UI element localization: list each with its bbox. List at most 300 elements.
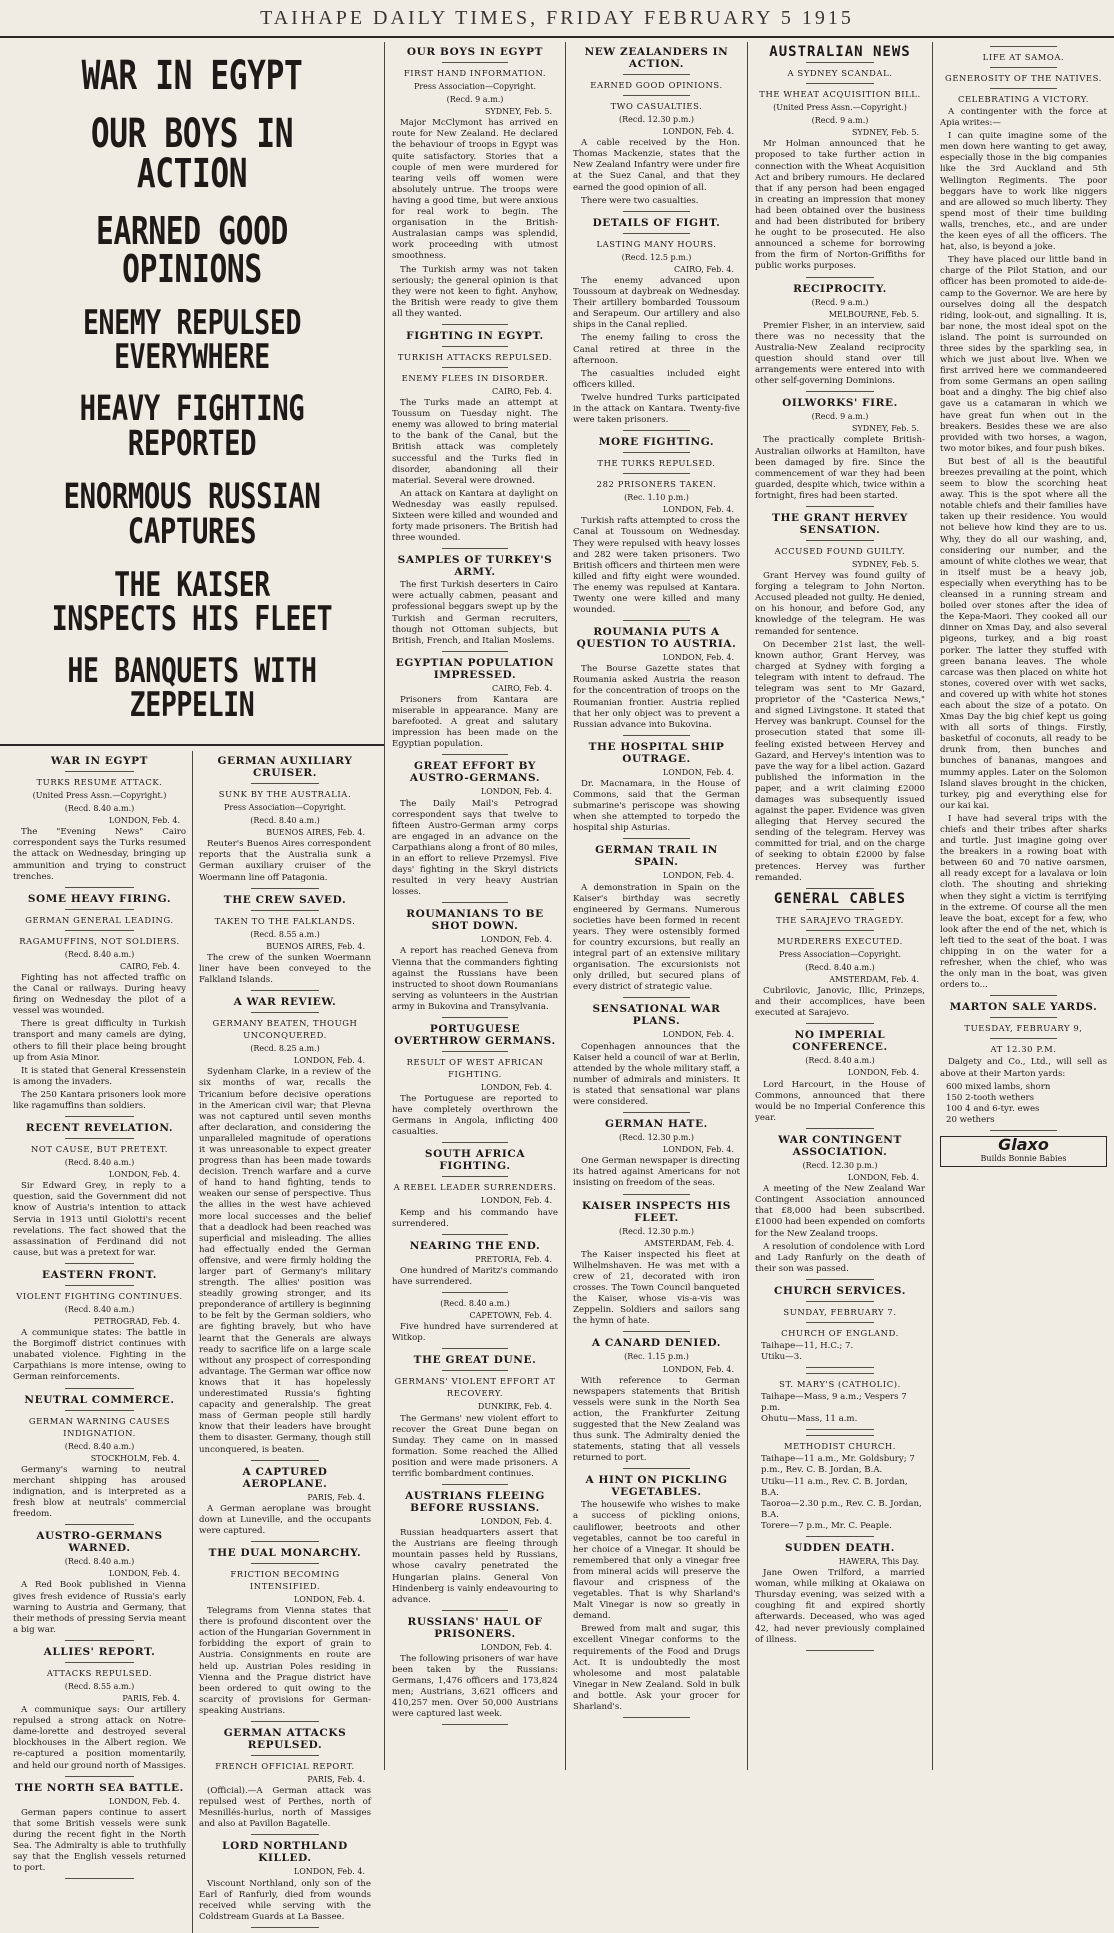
article-paragraph: Copenhagen announces that the Kaiser held a council of war at Berlin, attended by the whole military staff, a number of admirals and ministers. It is stated that sensational war plans were considered.	[573, 1041, 740, 1107]
divider-rule	[806, 909, 874, 910]
article	[755, 512, 925, 889]
list-line: Taihape—Mass, 9 a.m.; Vespers 7 p.m.	[761, 1392, 907, 1414]
lede-headline: THE KAISER INSPECTS HIS FLEET	[51, 565, 333, 639]
article	[13, 1269, 186, 1389]
article-subhead: ATTACKS REPULSED.	[46, 1667, 153, 1678]
article-paragraph: Dr. Macnamara, in the House of Commons, said that the German submarine's periscope was showing when she attempted to torpedo the hospital ship Asturias.	[573, 778, 740, 834]
article	[13, 1122, 186, 1264]
divider-rule	[442, 1142, 508, 1143]
divider-rule	[623, 1194, 690, 1195]
article-paragraph: (Official).—A German attack was repulsed west of Perthes, north of Mesnillés-hurlus, north of Massiges and also at Pavillon Bagatelle.	[199, 1786, 371, 1830]
article-paragraph: The housewife who wishes to make a success of pickling onions, cauliflower, beetroots and other vegetables, cannot be too careful in her choice of a Vinegar. It should be remembered that only a vinegar free from mineral acids will preserve the flavour and crispness of the vegetables. That is why Sharland's Malt Vinegar is now so greatly in demand.	[573, 1500, 740, 1622]
divider-rule	[623, 211, 690, 212]
received-time: (Recd. 8.40 a.m.)	[64, 1557, 135, 1567]
divider-rule	[806, 1429, 874, 1430]
article-headline: AUSTRIANS FLEEING BEFORE RUSSIANS.	[405, 1490, 545, 1515]
article-paragraph: Premier Fisher, in an interview, said there was no necessity that the Australia-New Zealand reciprocity question should stand over till arrangements were entered into with other self-governing Dominions.	[755, 320, 925, 387]
article-headline: SOUTH AFRICA FIGHTING.	[424, 1148, 526, 1173]
article-paragraph: The Turks made an attempt at Toussum on Tuesday night. The enemy was allowed to bring material to the bank of the Canal, but the British attack was completely successful and the Turks fled in disorder, abandoning all their material. Several were drowned.	[392, 398, 558, 486]
received-time: (Recd. 8.55 a.m.)	[64, 1681, 135, 1691]
list-line: 100 4 and 6-tyr. ewes	[946, 1103, 1040, 1114]
received-time: (Recd. 12.30 p.m.)	[619, 1226, 694, 1236]
divider-rule	[806, 277, 874, 278]
divider-rule	[65, 1285, 134, 1286]
article-headline: RECIPROCITY.	[793, 282, 887, 295]
received-time: (Recd. 12.30 p.m.)	[802, 1160, 878, 1170]
divider-rule	[806, 1301, 874, 1302]
received-time: (Recd. 8.40 a.m.)	[805, 1056, 875, 1066]
article-paragraph: Twelve hundred Turks participated in the attack on Kantara. Twenty-five were taken prisoners.	[573, 392, 740, 426]
article-subhead: ST. MARY'S (CATHOLIC).	[779, 1379, 901, 1390]
dateline-place: LONDON, Feb. 4.	[847, 1068, 919, 1078]
dateline-place: SYDNEY, Feb. 5.	[851, 128, 919, 138]
dateline-place: CAIRO, Feb. 4.	[492, 386, 552, 396]
article-headline: ROUMANIANS TO BE SHOT DOWN.	[406, 908, 544, 933]
received-time: (Rec. 1.10 p.m.)	[624, 493, 689, 503]
divider-rule	[251, 910, 320, 911]
article-headline: OILWORKS' FIRE.	[782, 397, 898, 410]
list-line: Torere—7 p.m., Mr. C. Peaple.	[761, 1520, 892, 1531]
lede-headline: ENORMOUS RUSSIAN CAPTURES	[63, 477, 321, 552]
divider-rule	[806, 930, 874, 931]
article-paragraph: German papers continue to assert that some British vessels were sunk during the recent fight in the North Sea. The Admiralty is able to truthfully say that the English vessels returned to port.	[13, 1807, 186, 1874]
article-paragraph: Five hundred have surrendered at Witkop.	[392, 1322, 558, 1344]
article-paragraph: A contingenter with the force at Apia writes:—	[940, 107, 1107, 129]
article-subhead: A SYDNEY SCANDAL.	[787, 68, 893, 79]
received-time: (Recd. 8.40 a.m.)	[64, 1304, 135, 1314]
lede-headline: WAR IN EGYPT	[81, 53, 303, 99]
received-time: (Recd. 8.40 a.m.)	[64, 1158, 135, 1168]
article-headline: SAMPLES OF TURKEY'S ARMY.	[397, 554, 553, 579]
divider-rule	[65, 930, 134, 931]
dateline-place: LONDON, Feb. 4.	[480, 935, 552, 945]
article-headline: MARTON SALE YARDS.	[949, 1001, 1098, 1014]
divider-rule	[442, 1292, 508, 1293]
article-paragraph: A Red Book published in Vienna gives fresh evidence of Russia's early warning to Austria and Germany, that their methods of pressing Servia meant a big war.	[13, 1580, 186, 1635]
article-headline: OUR BOYS IN EGYPT	[406, 46, 544, 58]
divider-rule	[65, 1410, 134, 1411]
article-subhead: GERMAN WARNING CAUSES INDIGNATION.	[28, 1415, 171, 1438]
divider-rule	[251, 990, 320, 991]
article	[392, 1298, 558, 1349]
divider-rule	[990, 1038, 1057, 1039]
list-line: Ohutu—Mass, 11 a.m.	[761, 1414, 858, 1425]
article-paragraph: The Daily Mail's Petrograd correspondent says that twelve to fifteen Austro-German army corps are engaged in an advance on the Carpathians along a front of 80 miles, in an effort to relieve Przemysl. Five days' fighting in the Skryl districts resulted in very heavy Austrian losses.	[392, 798, 558, 898]
divider-rule	[806, 1367, 874, 1368]
article	[392, 657, 558, 756]
article	[755, 1542, 925, 1651]
article-headline: NEUTRAL COMMERCE.	[24, 1393, 175, 1406]
article-subhead: 282 PRISONERS TAKEN.	[596, 479, 717, 490]
article-subhead: LASTING MANY HOURS.	[596, 238, 717, 249]
lede-headline: EARNED GOOD OPINIONS	[95, 209, 289, 291]
divider-rule	[442, 1724, 508, 1725]
article-paragraph: Viscount Northland, only son of the Earl of Ranfurly, died from wounds received while serving with the Coldstream Guards at La Bassee.	[199, 1878, 371, 1922]
article-subhead: TAKEN TO THE FALKLANDS.	[214, 915, 356, 926]
article-headline: NEARING THE END.	[409, 1239, 541, 1252]
divider-rule	[442, 1348, 508, 1349]
article-paragraph: One hundred of Maritz's commando have surrendered.	[392, 1265, 558, 1287]
divider-rule	[806, 1373, 874, 1374]
divider-rule	[623, 620, 690, 621]
article-paragraph: The practically complete British-Australian oilworks at Hamilton, have been damaged by fire. Since the commencement of war they had been guarded, despite which, twice within a fortnight, fires had been started.	[755, 435, 925, 501]
divider-rule	[990, 1017, 1057, 1018]
list-line: 150 2-tooth wethers	[946, 1092, 1035, 1103]
article-paragraph: There is great difficulty in Turkish transport and many camels are dying, others to fill their place being brought up from Asia Minor.	[13, 1019, 186, 1063]
article	[755, 397, 925, 507]
article	[13, 755, 186, 888]
divider-rule	[990, 88, 1057, 89]
article	[573, 741, 740, 840]
article-subhead: TURKS RESUME ATTACK.	[36, 777, 163, 787]
article	[392, 760, 558, 903]
article-headline: DETAILS OF FIGHT.	[592, 216, 721, 229]
article-subhead: THE WHEAT ACQUISITION BILL.	[759, 89, 921, 100]
lede-headline: HEAVY FIGHTING REPORTED	[79, 389, 305, 464]
article-headline: A CANARD DENIED.	[591, 1337, 722, 1350]
article-paragraph: Lord Harcourt, in the House of Commons, announced that there would be no Imperial Conference this year.	[755, 1079, 925, 1123]
article-paragraph: But best of all is the beautiful breezes prevailing at the point, which seem to blow the scorching heat away. This is the spot where all the notable chiefs and their families have taken up their residence. You would not believe how kind they are to us. Why, they do all our washing, and, considering our number, and the amount of white clothes we wear, that in itself must be a heavy job, especially when everything has to be cleansed in a running stream and boiled over stones after the idea of the Kepa-Maori. They cooked all our dinner on Xmas Day, and also several pigeons, turkey, and a big roast porker. The latter they stuffed with green banana leaves. The whole carcase was then placed on white hot stones, covered over with wet sacks, and covered up with white hot stones each about the size of a potato. On Xmas Day the big chief kept us going with all sorts of things. Firstly, basketful of coconuts, all ready to be drunk from, then bunches and bunches of bananas, mangoes and mummy apples. Later on the Solomon Island slaves brought in the chicken, turkey, pig and everything else for our kai kai.	[940, 456, 1107, 811]
article-headline: THE HOSPITAL SHIP OUTRAGE.	[588, 740, 725, 765]
dateline-place: LONDON, Feb. 4.	[662, 1364, 734, 1374]
article-subhead: TUESDAY, FEBRUARY 9,	[964, 1023, 1083, 1034]
dateline-place: DUNKIRK, Feb. 4.	[477, 1402, 552, 1412]
article-headline: THE NORTH SEA BATTLE.	[15, 1781, 184, 1794]
lede-headline: ENEMY REPULSED EVERYWHERE	[82, 303, 302, 377]
dateline-place: CAIRO, Feb. 4.	[120, 961, 180, 971]
article	[755, 283, 925, 393]
dateline-place: STOCKHOLM, Feb. 4.	[90, 1453, 180, 1463]
article	[392, 554, 558, 652]
divider-rule	[623, 997, 690, 998]
received-time: (Recd. 8.40 a.m.)	[64, 949, 135, 959]
masthead: TAIHAPE DAILY TIMES, FRIDAY FEBRUARY 5 1915	[0, 0, 1114, 38]
list-line: 600 mixed lambs, shorn	[946, 1081, 1051, 1092]
article-headline: AUSTRO-GERMANS WARNED.	[36, 1530, 163, 1555]
divider-rule	[623, 735, 690, 736]
divider-rule	[806, 1650, 874, 1651]
article	[199, 755, 371, 889]
divider-rule	[442, 1484, 508, 1485]
divider-rule	[990, 67, 1057, 68]
divider-rule	[442, 1017, 508, 1018]
dateline-place: CAIRO, Feb. 4.	[674, 264, 734, 274]
list-line: Utiku—11 a.m., Rev. C. B. Jordan, B.A.	[761, 1476, 908, 1498]
article	[392, 1490, 558, 1611]
divider-rule	[65, 1662, 134, 1663]
divider-rule	[806, 1023, 874, 1024]
article	[573, 1200, 740, 1333]
article	[392, 908, 558, 1018]
article-subhead: LIFE AT SAMOA.	[982, 52, 1065, 62]
list-line: Utiku—3.	[761, 1351, 802, 1362]
received-time: (Recd. 8.40 a.m.)	[250, 816, 320, 826]
article-paragraph: On December 21st last, the well-known author, Grant Hervey, was charged at Sydney with forging a telegram with intent to defraud. The telegram was sent to Mr Gazard, proprietor of the "Casterica News," and signed Livingstone. It stated that Hervey was bankrupt. Counsel for the prosecution stated that some ill-feeling existed between Hervey and Gazard, and Hervey's intention was to pave the way for a libel action. Gazard published the information in the paper, and a writ claiming £2000 damages was subsequently issued against the paper. Evidence was given alleging that Hervey secured the sending of the telegram. Hervey was committed for trial, and on the charge of seeking to obtain £2000 by false pretences. Hervey was further remanded.	[755, 639, 925, 883]
divider-rule	[806, 62, 874, 63]
article-subhead: FRENCH OFFICIAL REPORT.	[215, 1761, 355, 1771]
divider-rule	[251, 1541, 320, 1542]
column-1b	[192, 751, 377, 1933]
article-subhead: AT 12.30 P.M.	[990, 1044, 1057, 1055]
lede-headline: HE BANQUETS WITH ZEPPELIN	[67, 651, 317, 725]
column-5	[932, 42, 1114, 1770]
divider-rule	[251, 888, 320, 889]
article-paragraph: The crew of the sunken Woermann liner have been conveyed to the Falkland Islands.	[199, 952, 371, 986]
divider-rule	[251, 1721, 320, 1722]
article-headline: SENSATIONAL WAR PLANS.	[592, 1003, 721, 1028]
divider-rule	[251, 1460, 320, 1461]
article-paragraph: The Germans' new violent effort to recover the Great Dune began on Sunday. They came on in massed formation. Some reached the Allied position and were made prisoners. A terrific bombardment continues.	[392, 1413, 558, 1479]
article	[13, 1394, 186, 1526]
article	[755, 1285, 925, 1368]
article-subhead: THE SARAJEVO TRAGEDY.	[776, 914, 904, 925]
article-subhead: TURKISH ATTACKS REPULSED.	[397, 351, 553, 362]
divider-rule	[65, 1640, 134, 1641]
article-headline: THE CREW SAVED.	[223, 893, 347, 906]
divider-rule	[806, 1128, 874, 1129]
article-paragraph: One German newspaper is directing its hatred against Americans for not insisting on freedom of the seas.	[573, 1156, 740, 1189]
article-headline: A CAPTURED AEROPLANE.	[242, 1465, 328, 1490]
article-headline: WAR CONTINGENT ASSOCIATION.	[778, 1133, 902, 1158]
article-paragraph: A demonstration in Spain on the Kaiser's birthday was secretly engineered by Germans. Numerous societies have been formed in recent years. They were ostensibly formed for country excursions, but really an integral part of an extensive military organisation. The excursionists not only drilled, but secured plans of every district of strategic value.	[573, 882, 740, 993]
divider-rule	[806, 888, 874, 889]
article	[755, 1029, 925, 1129]
article-headline: ALLIES' REPORT.	[43, 1645, 156, 1658]
dateline-agency: (United Press Assn.—Copyright.)	[773, 103, 907, 113]
article-subhead: METHODIST CHURCH.	[783, 1441, 897, 1452]
article-subhead: FIRST HAND INFORMATION.	[403, 68, 547, 78]
dateline-place: MELBOURNE, Feb. 5.	[828, 309, 919, 319]
divider-rule	[442, 346, 508, 347]
article-headline: NO IMPERIAL CONFERENCE.	[792, 1029, 888, 1054]
received-time: (Recd. 8.40 a.m.)	[805, 962, 875, 972]
article	[755, 1134, 925, 1280]
divider-rule	[442, 651, 508, 652]
article-headline: WAR IN EGYPT	[50, 755, 149, 767]
divider-rule	[806, 1322, 874, 1323]
dateline-place: LONDON, Feb. 4.	[480, 1642, 552, 1652]
article-paragraph: A meeting of the New Zealand War Contingent Association announced that £8,000 had been subscribed. £1000 had been expended on comforts for the New Zealand troops.	[755, 1184, 925, 1239]
dateline-agency: Press Association—Copyright.	[223, 803, 347, 812]
divider-rule	[65, 887, 134, 888]
article	[755, 1435, 925, 1537]
article-paragraph: I can quite imagine some of the men down here wanting to get away, especially those in the big companies like the 3rd Auckland and 5th Wellington Regiments. The poor beggars have to work like niggers and are allowed so much liberty. They spend most of their time building walls, trenches, etc., and are under the keen eyes of all the officers. The hat, also, is beyond a joke.	[940, 131, 1107, 253]
article	[573, 1118, 740, 1194]
article	[13, 1646, 186, 1777]
article-paragraph: Turkish rafts attempted to cross the Canal at Toussoum on Wednesday. They were repulsed with heavy losses and 282 were taken prisoners. Two British officers and thirteen men were killed and fifty eight were wounded. The enemy was repulsed at Kantara. Twenty one were killed and many wounded.	[573, 516, 740, 616]
article-subhead: ENEMY FLEES IN DISORDER.	[401, 372, 549, 383]
article	[573, 844, 740, 998]
dateline-place: BUENOS AIRES, Feb. 4.	[266, 941, 365, 951]
article-subhead: CHURCH OF ENGLAND.	[781, 1327, 899, 1338]
divider-rule	[442, 1234, 508, 1235]
article	[573, 217, 740, 431]
divider-rule	[442, 62, 508, 63]
divider-rule	[442, 1176, 508, 1177]
article-paragraph: They have placed our little band in charge of the Pilot Station, and our officer has been promoted to aide-de-camp to the Governor. We are here by ourselves doing all the despatch riding, look-out, and signalling. It is, bar none, the most ideal spot on the island. The point is surrounded on three sides by the sparkling sea, in which we just about live. When we first arrived here we commandeered from some Germans an open sailing boat and a dinghy. The big chief also gave us a catamaran in which we have great fun when out in the breakers. Besides these we are also provided with two horses, a wagon, two motor bikes, and four push bikes.	[940, 255, 1107, 454]
dateline-place: PRETORIA, Feb. 4.	[475, 1254, 552, 1264]
dateline-place: PARIS, Feb. 4.	[122, 1693, 180, 1703]
dateline-place: LONDON, Feb. 4.	[108, 1569, 180, 1579]
article	[573, 436, 740, 621]
article-paragraph: The Portuguese are reported to have completely overthrown the Germans in Angola, inflicting 400 casualties.	[392, 1094, 558, 1138]
dateline-agency: Press Association—Copyright.	[778, 949, 902, 959]
article	[392, 46, 558, 325]
divider-rule	[806, 506, 874, 507]
article-paragraph: The enemy failing to cross the Canal retired at three in the afternoon.	[573, 333, 740, 366]
article	[392, 1616, 558, 1726]
article-headline: GERMAN AUXILIARY CRUISER.	[217, 755, 353, 779]
received-time: (Recd. 8.40 a.m.)	[440, 1299, 510, 1309]
article-paragraph: A communique says: Our artillery repulsed a strong attack on Notre-dame-lorette and destroyed several blockhouses in the Albert region. We re-captured a position momentarily, and held our ground north of Massiges.	[13, 1705, 186, 1771]
divider-rule	[65, 1524, 134, 1525]
divider-rule	[251, 1927, 320, 1928]
divider-rule	[251, 1834, 320, 1835]
divider-rule	[623, 452, 690, 453]
divider-rule	[65, 1116, 134, 1117]
divider-rule	[806, 540, 874, 541]
section-heading: GENERAL CABLES	[773, 890, 906, 907]
article-headline: CHURCH SERVICES.	[774, 1284, 906, 1297]
article-paragraph: Telegrams from Vienna states that there is profound discontent over the action of the Hungarian Government in forbidding the export of grain to Austria. Consignments en route are held up. Austrian Poles residing in Vienna and the Prague district have been ordered to quit owing to the scarcity of provisions for German-speaking Austrians.	[199, 1606, 371, 1716]
article	[573, 1003, 740, 1113]
article-paragraph: Brewed from malt and sugar, this excellent Vinegar conforms to the requirements of the Food and Drugs Act. It is undoubtedly the most wholesome and most palatable Vinegar in New Zealand. Sold in bulk and bottle. Ask your grocer for Sharland's.	[573, 1624, 740, 1713]
article-headline: ROUMANIA PUTS A QUESTION TO AUSTRIA.	[576, 626, 737, 651]
dateline-place: SYDNEY, Feb. 5.	[484, 107, 552, 117]
article-subhead: FRICTION BECOMING INTENSIFIED.	[230, 1568, 340, 1591]
divider-rule	[806, 1536, 874, 1537]
divider-rule	[806, 1435, 874, 1436]
article-headline: FIGHTING IN EGYPT.	[406, 329, 544, 342]
article-subhead: GERMANY BEATEN, THOUGH UNCONQUERED.	[212, 1018, 358, 1041]
dateline-place: LONDON, Feb. 4.	[662, 653, 734, 663]
received-time: (Recd. 9 a.m.)	[811, 116, 869, 126]
divider-rule	[442, 754, 508, 755]
divider-rule	[442, 1610, 508, 1611]
received-time: (Recd. 12.30 p.m.)	[619, 115, 694, 124]
dateline-place: LONDON, Feb. 4.	[480, 1517, 552, 1527]
dateline-place: LONDON, Feb. 4.	[480, 1083, 552, 1092]
divider-rule	[990, 1130, 1057, 1131]
article	[573, 1474, 740, 1718]
dateline-place: LONDON, Feb. 4.	[108, 816, 180, 826]
dateline-place: LONDON, Feb. 4.	[662, 871, 734, 881]
article-subhead: NOT CAUSE, BUT PRETEXT.	[30, 1144, 169, 1155]
article-headline: THE DUAL MONARCHY.	[208, 1546, 362, 1559]
article-subhead: RAGAMUFFINS, NOT SOLDIERS.	[19, 935, 180, 946]
divider-rule	[623, 1468, 690, 1469]
divider-rule	[65, 1388, 134, 1389]
dateline-place: LONDON, Feb. 4.	[662, 1030, 734, 1040]
article-headline: SOME HEAVY FIRING.	[27, 892, 172, 905]
divider-rule	[990, 46, 1057, 47]
article-headline: PORTUGUESE OVERTHROW GERMANS.	[394, 1023, 556, 1047]
article-subhead: CELEBRATING A VICTORY.	[957, 94, 1090, 104]
article-paragraph: A communique states: The battle in the Borgimoff district continues with unabated violence. Fighting in the Carpathians is more intense, owing to German reinforcements.	[13, 1328, 186, 1383]
article-paragraph: Cubrilovic, Janovic, Illic, Prinzeps, and their accomplices, have been executed at Sarajevo.	[755, 986, 925, 1019]
dateline-place: CAPETOWN, Feb. 4.	[469, 1311, 552, 1321]
divider-rule	[442, 1051, 508, 1052]
divider-rule	[251, 1012, 320, 1013]
dateline-place: LONDON, Feb. 4.	[293, 1594, 365, 1604]
column-1a	[7, 751, 192, 1933]
dateline-place: SYDNEY, Feb. 5.	[851, 424, 919, 434]
article-headline: LORD NORTHLAND KILLED.	[222, 1840, 348, 1865]
divider-rule	[65, 1138, 134, 1139]
article-subhead: VIOLENT FIGHTING CONTINUES.	[16, 1290, 183, 1301]
list-line: 20 wethers	[946, 1114, 995, 1125]
divider-rule	[623, 430, 690, 431]
article-headline: RECENT REVELATION.	[25, 1122, 174, 1135]
advert-text: Builds Bonnie Babies	[980, 1154, 1067, 1164]
column-3	[565, 42, 747, 1770]
divider-rule	[65, 1263, 134, 1264]
article	[199, 1547, 371, 1722]
section-heading: AUSTRALIAN NEWS	[769, 44, 911, 60]
divider-rule	[623, 74, 690, 75]
dateline-place: LONDON, Feb. 4.	[662, 767, 734, 777]
article-subhead: ACCUSED FOUND GUILTY.	[774, 546, 906, 556]
article-paragraph: The first Turkish deserters in Cairo were actually cabmen, peasant and professional beggars swept up by the Turkish and German recruiters, though not Ottoman subjects, but British, French, and Italian Moslems.	[392, 580, 558, 646]
divider-rule	[623, 1112, 690, 1113]
article-paragraph: The "Evening News" Cairo correspondent says the Turks resumed the attack on Wednesday, bringing up ammunition and trying to construct trenches.	[13, 827, 186, 882]
divider-rule	[806, 1279, 874, 1280]
dateline-agency: Press Association—Copyright.	[413, 82, 537, 91]
article-paragraph: Germany's warning to neutral merchant shipping has aroused indignation, and is interpreted as a fresh blow at neutrals' commercial freedom.	[13, 1464, 186, 1520]
article-subhead: SUNDAY, FEBRUARY 7.	[783, 1306, 897, 1317]
received-time: (Recd. 8.40 a.m.)	[64, 804, 135, 814]
dateline-place: SYDNEY, Feb. 5.	[851, 560, 919, 569]
article-paragraph: Jane Owen Trilford, a married woman, while milking at Okaiawa on Thursday evening, was seized with a coughing fit and expired shortly afterwards. Deceased, who was aged 42, had never previously complained of illness.	[755, 1568, 925, 1645]
received-time: (Rec. 1.15 p.m.)	[624, 1352, 689, 1362]
article-paragraph: A German aeroplane was brought down at Luneville, and the occupants were captured.	[199, 1503, 371, 1536]
dateline-place: HAWERA, This Day.	[838, 1557, 919, 1566]
received-time: (Recd. 8.55 a.m.)	[250, 929, 320, 939]
article	[199, 1466, 371, 1542]
article	[392, 330, 558, 549]
divider-rule	[623, 838, 690, 839]
article-paragraph: Reuter's Buenos Aires correspondent reports that the Australia sunk a German auxiliary cruiser of the Woermann line off Patagonia.	[199, 839, 371, 883]
divider-rule	[442, 548, 508, 549]
article-paragraph: A cable received by the Hon. Thomas Mackenzie, states that the New Zealand Infantry were under fire at the Suez Canal, and that they earned the good opinion of all.	[573, 138, 740, 193]
divider-rule	[806, 83, 874, 84]
article-headline: A WAR REVIEW.	[233, 996, 337, 1009]
article-subhead: GERMANS' VIOLENT EFFORT AT RECOVERY.	[394, 1376, 556, 1399]
divider-rule	[65, 771, 134, 772]
article-paragraph: Sydenham Clarke, in a review of the six months of war, recalls the Tricanium before decisive operations in the American civil war; that Plevna was not captured until seven months after declaration, and considering the unparalleled magnitude of operations it was unreasonable to expect greater progress than has been made towards decision. Trench warfare and a curve of hand to hand fighting, tends to weaken our sense of perspective. Thus the allies in the west have achieved more local successes and the belief that a deadlock had been reached was superficial and misleading. The allies had effectually ended the German offensive, and were firmly holding the larger part of Germany's military strength. The allies' position was steadily growing stronger, and its preponderance of artillery is beginning to be felt by the German soldiers, who are fighting bravely, but who have learnt that the Generals are always ready to sacrifice life on a large scale without any prospect of corresponding advantage. The German war office now knows that it has hopelessly underestimated Russia's fighting capacity and generalship. The great mass of German people still hardly know that their leaders have brought them to disaster. Germany, though still unconquered, is beaten.	[199, 1067, 371, 1455]
article	[392, 1240, 558, 1293]
article-paragraph: It is stated that General Kressenstein is among the invaders.	[13, 1065, 186, 1087]
received-time: (Recd. 8.40 a.m.)	[64, 1441, 135, 1451]
article-headline: MORE FIGHTING.	[598, 436, 715, 449]
lede-headline: OUR BOYS IN ACTION	[90, 111, 294, 197]
received-time: (Recd. 12.5 p.m.)	[621, 252, 692, 262]
article-headline: RUSSIANS' HAUL OF PRISONERS.	[407, 1615, 543, 1640]
list-line: Taoroa—2.30 p.m., Rev. C. B. Jordan, B.A.	[761, 1498, 922, 1520]
article	[392, 1023, 558, 1143]
article-headline: GERMAN ATTACKS REPULSED.	[223, 1727, 347, 1751]
article-paragraph: The Turkish army was not taken seriously; the general opinion is that they were not keen to fight. Anyhow, the British were ready to give them all they wanted.	[392, 264, 558, 319]
article	[940, 46, 1107, 996]
article	[13, 1530, 186, 1641]
column-1	[0, 42, 384, 1922]
column-2	[384, 42, 565, 1770]
divider-rule	[65, 909, 134, 910]
received-time: (Recd. 8.25 a.m.)	[250, 1044, 320, 1054]
dateline-place: BUENOS AIRES, Feb. 4.	[266, 828, 365, 838]
article-headline: KAISER INSPECTS HIS FLEET.	[582, 1199, 731, 1224]
article	[199, 894, 371, 991]
